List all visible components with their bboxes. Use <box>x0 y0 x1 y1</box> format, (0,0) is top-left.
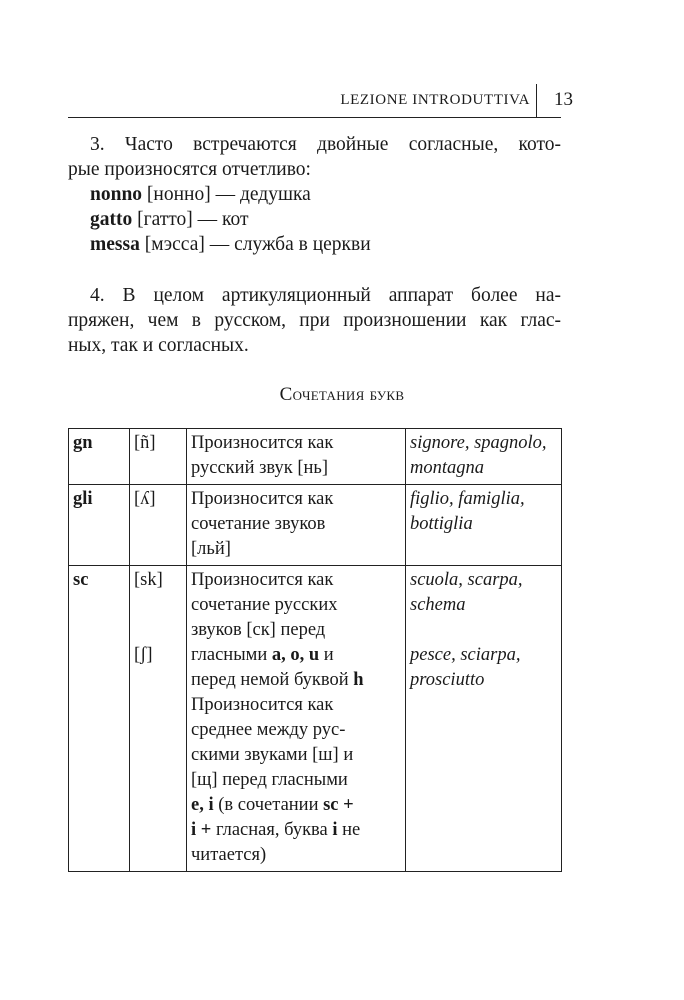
description-line: [щ] перед гласными <box>191 770 348 790</box>
example-translation: [гатто] — кот <box>132 209 249 230</box>
vowels-bold: a, o, u <box>271 645 320 665</box>
point-4-line: ных, так и согласных. <box>68 335 249 356</box>
section-heading: Сочетания букв <box>279 384 405 405</box>
letters-cell: gn <box>69 429 130 485</box>
ipa-cell: [ʎ] <box>130 485 187 566</box>
ipa-value: [sk] <box>134 570 163 590</box>
combination-bold: i + <box>191 820 212 840</box>
examples-line: prosciutto <box>410 670 485 690</box>
description-text: не <box>337 820 361 840</box>
combination-bold: sc + <box>323 795 354 815</box>
example-word: messa <box>90 234 140 255</box>
example-line <box>68 232 561 257</box>
ipa-cell: [ñ] <box>130 429 187 485</box>
description-cell <box>187 429 406 485</box>
examples-line: signore, spagnolo, <box>410 433 547 453</box>
examples-line: figlio, famiglia, <box>410 489 525 509</box>
examples-cell <box>406 485 562 566</box>
example-word: gatto <box>90 209 133 230</box>
letter-bold: h <box>353 670 364 690</box>
point-4-line: пряжен, чем в русском, при произношении как глас- <box>68 310 561 331</box>
description-line <box>191 668 401 693</box>
description-text: гласная, буква <box>211 820 333 840</box>
ipa-value: [ʃ] <box>134 645 153 665</box>
examples-cell <box>406 429 562 485</box>
point-3-paragraph <box>68 132 561 257</box>
description-line: среднее между рус- <box>191 720 346 740</box>
description-text: перед немой буквой <box>191 670 354 690</box>
ipa-cell <box>130 566 187 872</box>
description-text: (в сочетании <box>213 795 324 815</box>
example-line <box>68 182 561 207</box>
description-cell <box>187 485 406 566</box>
vowels-bold: e, i <box>191 795 214 815</box>
examples-cell <box>406 566 562 872</box>
letter-bold: i <box>332 820 338 840</box>
example-word: nonno <box>90 184 143 205</box>
letter-combinations-table <box>68 428 562 872</box>
letters-cell: sc <box>69 566 130 872</box>
spacer <box>410 618 557 643</box>
table-row <box>69 429 562 485</box>
header-rule <box>68 117 561 118</box>
table-row <box>69 566 562 872</box>
description-line <box>191 818 401 843</box>
letters-cell: gli <box>69 485 130 566</box>
description-line: Произносится как <box>191 433 334 453</box>
point-3-line: рые произносятся отчетливо: <box>68 159 311 180</box>
spacer <box>134 593 182 643</box>
description-line: [льй] <box>191 539 231 559</box>
point-3-line: 3. Часто встречаются двойные согласные, кото- <box>90 134 561 155</box>
description-text: гласными <box>191 645 272 665</box>
example-translation: [мэсса] — служба в церкви <box>139 234 371 255</box>
example-line <box>68 207 561 232</box>
description-line: русский звук [нь] <box>191 458 329 478</box>
header-divider <box>536 84 537 118</box>
table-row <box>69 485 562 566</box>
point-4-paragraph <box>68 283 561 358</box>
examples-line: schema <box>410 595 466 615</box>
examples-line: scuola, scarpa, <box>410 570 523 590</box>
examples-line: pesce, sciarpa, <box>410 645 521 665</box>
example-translation: [нонно] — дедушка <box>142 184 311 205</box>
description-line: Произносится как <box>191 695 334 715</box>
page-number: 13 <box>554 89 573 110</box>
description-line: скими звуками [ш] и <box>191 745 354 765</box>
description-line: сочетание звуков <box>191 514 326 534</box>
description-line: сочетание русских <box>191 595 338 615</box>
description-line <box>191 793 401 818</box>
header-section-title: LEZIONE INTRODUTTIVA <box>340 92 530 108</box>
description-line: читается) <box>191 845 267 865</box>
description-line: Произносится как <box>191 570 334 590</box>
description-cell <box>187 566 406 872</box>
description-line <box>191 643 401 668</box>
description-text: и <box>319 645 334 665</box>
examples-line: bottiglia <box>410 514 473 534</box>
description-line: Произносится как <box>191 489 334 509</box>
description-line: звуков [ск] перед <box>191 620 326 640</box>
examples-line: montagna <box>410 458 484 478</box>
point-4-line: 4. В целом артикуляционный аппарат более на- <box>90 285 561 306</box>
